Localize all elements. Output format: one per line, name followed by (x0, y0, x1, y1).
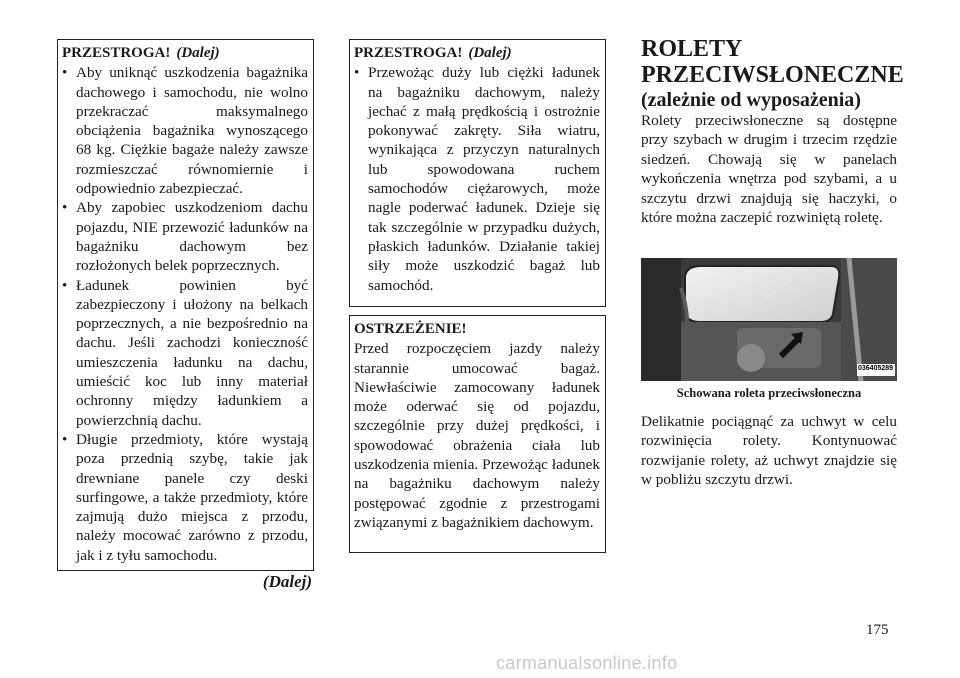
sunshade-photo (641, 258, 897, 381)
caution-text: Przed rozpoczęciem jazdy należy starannie umocować bagaż. Niewłaściwie zamocowany ładunek może oderwać się od pojazdu, szczególnie przy dużej prędkości, i spowodować obrażenia ciała lub uszkodzenia mienia. Przewożąc ładunek na bagażniku dachowym należy postępować zgodnie z przestrogami związanymi z bagażnikiem dachowym. (354, 340, 600, 531)
caution-heading: OSTRZEŻENIE! (354, 321, 467, 337)
continued-label: (Dalej) (468, 45, 512, 61)
section-paragraph-instructions: Delikatnie pociągnąć za uchwyt w celu rozwinięcia rolety. Kontynuować rozwijanie rolety, aż uchwyt znajdzie się w pobliżu szczytu drzwi. (641, 413, 897, 489)
continued-footer: (Dalej) (262, 572, 312, 591)
section-title-line1: ROLETY (641, 36, 743, 62)
warning-heading (354, 44, 600, 63)
warning-heading-label: PRZESTROGA! (62, 45, 171, 61)
photo-caption: Schowana roleta przeciwsłoneczna (676, 386, 862, 400)
continued-label: (Dalej) (176, 45, 220, 61)
section-subtitle: (zależnie od wyposażenia) (641, 89, 861, 111)
warning-item: • Ładunek powinien być zabezpieczony i ułożony na belkach poprzecznych, a nie bezpośrednio na dachu. Jeśli zachodzi konieczność umieszczenia ładunku na dachu, umieścić koc lub inny materiał ochronny między ładunkiem a powierzchnią dachu. (62, 276, 308, 430)
warning-item: • Przewożąc duży lub ciężki ładunek na bagażniku dachowym, należy jechać z małą prędkością i ostrożnie pokonywać zakręty. Siła wiatru, wynikająca z przyczyn naturalnych lub spowodowana ruchem samochodów ciężarowych, może nagle poderwać ładunek. Dzieje się tak szczególnie w przypadku dużych, płaskich ładunków. Działanie takiej siły może uszkodzić bagaż lub samochód. (354, 63, 600, 295)
watermark: carmanualsonline.info (496, 653, 678, 673)
warning-box-roof-rack (57, 39, 314, 571)
photo-code: 036405289 (858, 365, 894, 372)
section-title (641, 36, 904, 88)
warning-list (62, 63, 308, 565)
warning-heading (62, 44, 308, 63)
warning-item: • Aby zapobiec uszkodzeniom dachu pojazdu, NIE przewozić ładunków na bagażniku dachowym bez rozłożonych belek poprzecznych. (62, 198, 308, 275)
warning-heading-label: PRZESTROGA! (354, 45, 463, 61)
section-paragraph-intro: Rolety przeciwsłoneczne są dostępne przy szybach w drugim i trzecim rzędzie siedzeń. Chowają się w panelach wykończenia wnętrza pod szybami, a u szczytu drzwi znajdują się haczyki, o które można zaczepić rozwiniętą roletę. (641, 112, 897, 227)
warning-box-heavy-load (349, 39, 606, 307)
warning-item: • Długie przedmioty, które wystają poza przednią szybę, takie jak drewniane panele czy deski surfingowe, a także przedmioty, które zajmują dużo miejsca z przodu, należy mocować zarówno z przodu, jak i z tyłu samochodu. (62, 430, 308, 565)
warning-list (354, 63, 600, 295)
caution-box (349, 315, 606, 553)
section-title-line2: PRZECIWSŁONECZNE (641, 62, 904, 88)
page-number: 175 (866, 622, 889, 638)
warning-item: • Aby uniknąć uszkodzenia bagażnika dachowego i samochodu, nie wolno przekraczać maksymalnego obciążenia bagażnika wynoszącego 68 kg. Ciężkie bagaże należy zawsze rozmieszczać równomiernie i odpowiednio zabezpieczać. (62, 63, 308, 198)
